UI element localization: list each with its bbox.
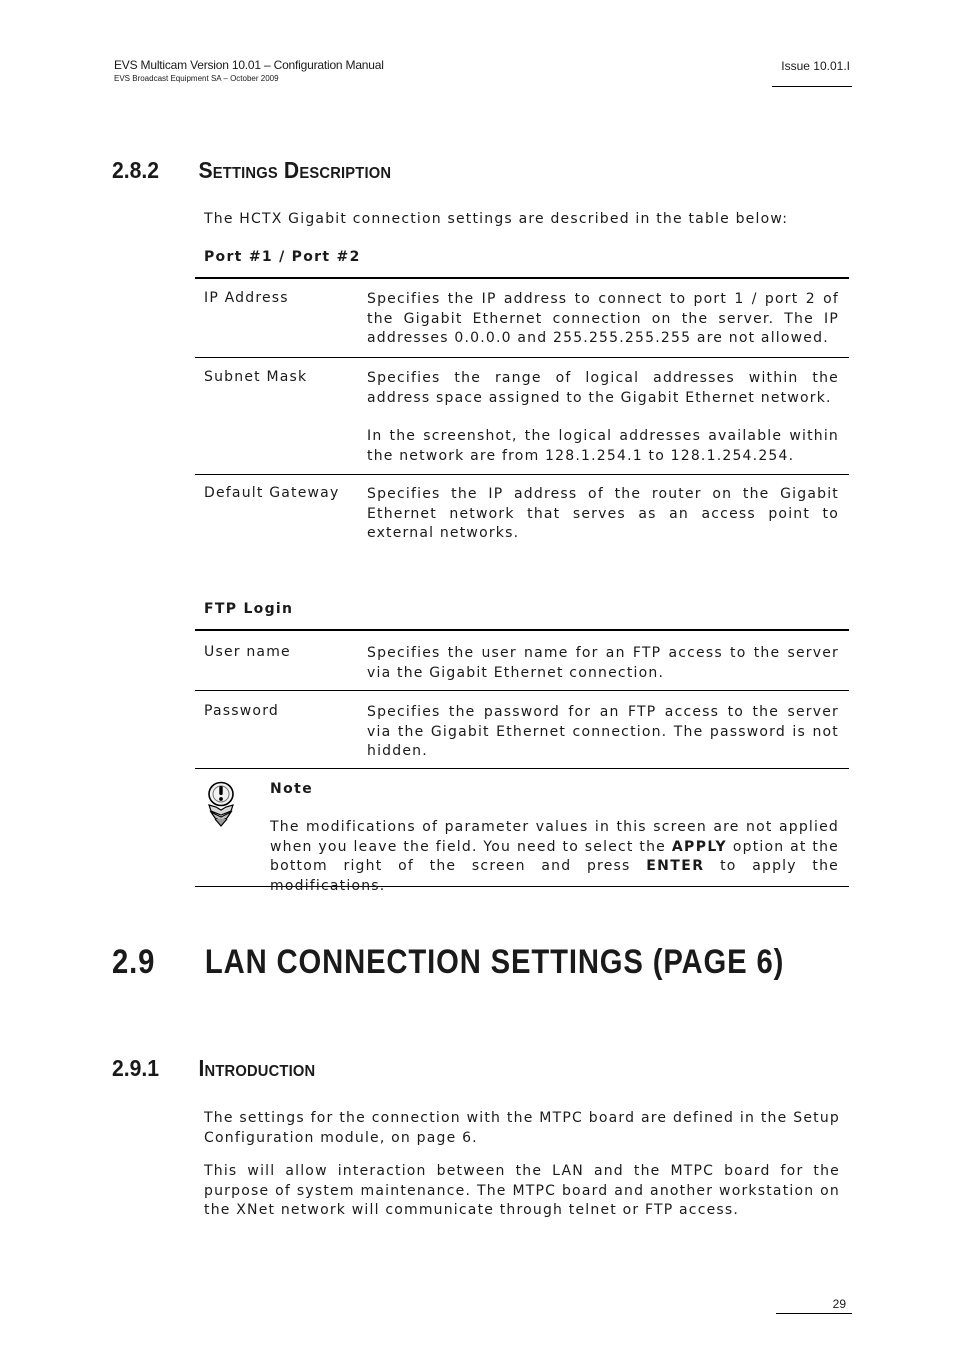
row-value (367, 358, 839, 466)
row-value (367, 279, 839, 349)
section-number: 2.9.1 (112, 1055, 160, 1081)
ftp-login-table (195, 629, 849, 759)
intro-paragraph-1: The settings for the connection with the MTPC board are defined in the Setup Configuration module, on page 6. (204, 1110, 840, 1146)
enter-keyword: ENTER (646, 858, 705, 874)
note-text-part: option at the bottom right of the screen and press (270, 838, 839, 874)
row-value (367, 475, 839, 544)
section-number: 2.8.2 (112, 157, 160, 183)
row-value (367, 631, 839, 683)
ftp-table-heading: FTP Login (204, 601, 294, 617)
section-title: Settings Description (198, 157, 392, 183)
row-key: Default Gateway (204, 485, 340, 501)
table-row (195, 631, 849, 691)
apply-keyword: APPLY (671, 838, 728, 855)
page-number: 29 (832, 1297, 846, 1311)
row-key: User name (204, 644, 291, 660)
section-title: LAN CONNECTION SETTINGS (PAGE 6) (204, 943, 785, 981)
value-paragraph: In the screenshot, the logical addresses available within the network are from 128.1.254.1 to 128.1.254.254. (367, 428, 839, 464)
table-row (195, 279, 849, 358)
settings-intro-paragraph: The HCTX Gigabit connection settings are described in the table below: (204, 211, 789, 227)
row-key: Subnet Mask (204, 369, 308, 385)
value-paragraph: Specifies the range of logical addresses within the address space assigned to the Gigabit Ethernet network. (367, 370, 839, 406)
port-table-heading: Port #1 / Port #2 (204, 249, 361, 265)
section-heading-2-8-2 (112, 157, 391, 184)
page-header (114, 58, 384, 83)
document-subtitle: EVS Broadcast Equipment SA – October 2009 (114, 74, 279, 83)
value-paragraph: Specifies the user name for an FTP access to the server via the Gigabit Ethernet connection. (367, 645, 839, 681)
value-paragraph: Specifies the password for an FTP access to the server via the Gigabit Ethernet connection. The password is not hidden. (367, 704, 839, 759)
section-title: Introduction (198, 1055, 316, 1081)
section-heading-2-9 (112, 943, 784, 982)
table-row (195, 358, 849, 475)
table-row (195, 475, 849, 553)
footer-divider (776, 1313, 852, 1314)
note-box (195, 768, 849, 894)
intro-paragraph-2: This will allow interaction between the LAN and the MTPC board for the purpose of system maintenance. The MTPC board and another workstation on the XNet network will communicate through telnet or FTP access. (204, 1163, 840, 1218)
note-title: Note (270, 781, 314, 797)
note-text (270, 818, 839, 896)
document-title: EVS Multicam Version 10.01 – Configuration Manual (114, 58, 384, 72)
section-number: 2.9 (112, 943, 156, 981)
note-warning-icon (203, 781, 239, 827)
issue-label: Issue 10.01.I (781, 59, 850, 73)
value-paragraph: Specifies the IP address of the router on the Gigabit Ethernet network that serves as an access point to external networks. (367, 486, 839, 541)
value-paragraph: Specifies the IP address to connect to port 1 / port 2 of the Gigabit Ethernet connection on the server. The IP addresses 0.0.0.0 and 255.255.255.255 are not allowed. (367, 291, 839, 346)
note-text-part: The modifications of parameter values in this screen are not applied when you leave the field. You need to select the (270, 819, 839, 855)
note-text-part: to apply the modifications. (270, 858, 839, 894)
row-key: Password (204, 703, 279, 719)
port-settings-table (195, 277, 849, 553)
row-value (367, 691, 839, 762)
table-row (195, 691, 849, 759)
header-divider (772, 86, 852, 87)
section-heading-2-9-1 (112, 1055, 315, 1082)
row-key: IP Address (204, 290, 289, 306)
